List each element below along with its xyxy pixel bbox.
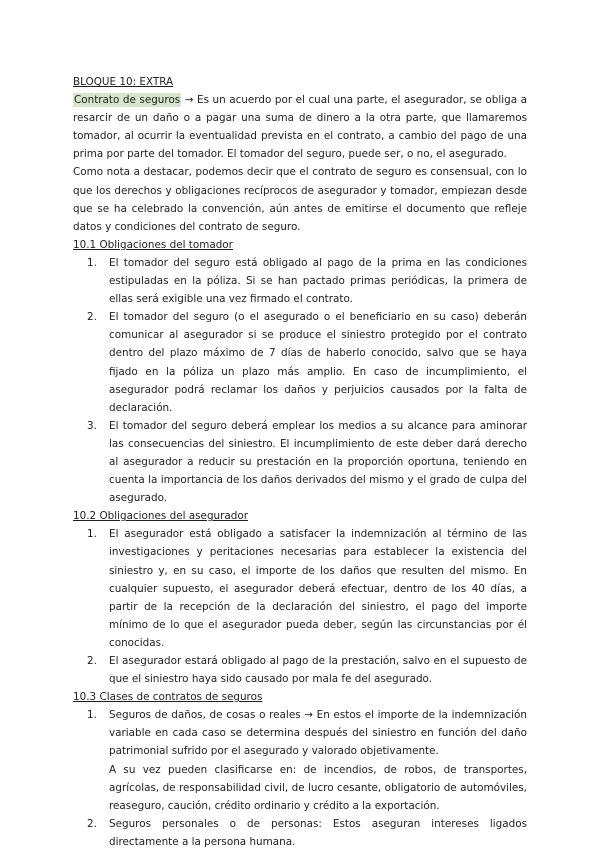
list-item-text: El asegurador estará obligado al pago de la prestación, salvo en el supuesto de que el siniestro haya sido causado por mala fe del asegurado.: [109, 655, 527, 686]
intro-paragraph: [73, 91, 527, 163]
section-heading: 10.1 Obligaciones del tomador: [73, 238, 233, 251]
list-item-text: El asegurador está obligado a satisfacer la indemnización al término de las investigaciones y peritaciones necesarias para establecer la existencia del siniestro y, en su caso, el importe de los daños que resulten del mismo. En cualquier supuesto, el asegurador deberá efectuar, dentro de los 40 días, a partir de la recepción de la declaración del siniestro, el pago del importe mínimo de lo que el asegurador pueda deber, según las circunstancias por él conocidas.: [109, 528, 527, 649]
list-item-text: Seguros personales o de personas: Estos aseguran intereses ligados directamente a la persona humana.: [109, 817, 527, 848]
document-page: [73, 73, 527, 851]
list-item: [73, 525, 527, 652]
list-number: 2.: [87, 655, 97, 667]
list-item-subparagraph: A su vez pueden clasificarse en: de incendios, de robos, de transportes, agrícolas, de responsabilidad civil, de lucro cesante, obligatorio de automóviles, reaseguro, caución, crédito ordinario y crédito a la exportación.: [109, 763, 527, 812]
list-item: [73, 254, 527, 308]
list-item: [73, 308, 527, 417]
document-title: BLOQUE 10: EXTRA: [73, 76, 174, 88]
list-number: 2.: [87, 817, 97, 830]
section-heading: 10.3 Clases de contratos de seguros: [73, 691, 263, 704]
list-item: [73, 652, 527, 688]
section-heading: 10.2 Obligaciones del asegurador: [73, 510, 248, 523]
obligations-tomador-list: [73, 254, 527, 507]
obligations-asegurador-list: [73, 525, 527, 688]
list-item: [73, 815, 527, 851]
list-number: 1.: [87, 256, 97, 269]
insurance-classes-list: [73, 706, 527, 851]
list-number: 2.: [87, 311, 97, 324]
list-item-text: Seguros de daños, de cosas o reales → En estos el importe de la indemnización variable en cada caso se determina después del siniestro en función del daño patrimonial sufrido por el asegurado y valorado objetivamente.: [109, 709, 527, 758]
list-number: 1.: [87, 528, 97, 541]
list-item-text: El tomador del seguro está obligado al pago de la prima en las condiciones estipuladas en la póliza. Si se han pactado primas periódicas, la primera de ellas será exigible una vez firmado el contrato.: [109, 256, 527, 306]
list-item: [73, 417, 527, 507]
intro-note: Como nota a destacar, podemos decir que el contrato de seguro es consensual, con lo que los derechos y obligaciones recíprocos de asegurador y tomador, empiezan desde que se ha celebrado la convención, aún antes de emitirse el documento que refleje datos y condiciones del contrato de seguro.: [73, 166, 527, 233]
list-item-text: El tomador del seguro deberá emplear los medios a su alcance para aminorar las consecuencias del siniestro. El incumplimiento de este deber dará derecho al asegurador a reducir su prestación en la proporción oportuna, teniendo en cuenta la importancia de los daños derivados del mismo y el grado de culpa del asegurado.: [109, 419, 527, 505]
list-number: 3.: [87, 419, 97, 432]
list-item-text: El tomador del seguro (o el asegurado o el beneficiario en su caso) deberán comunicar al asegurador si se produce el siniestro protegido por el contrato dentro del plazo máximo de 7 días de haberlo conocido, salvo que se haya fijado en la póliza un plazo más amplio. En caso de incumplimiento, el asegurador podrá reclamar los daños y perjuicios causados por la falta de declaración.: [109, 311, 527, 414]
highlighted-term: Contrato de seguros: [74, 94, 181, 107]
list-item: [73, 706, 527, 815]
list-number: 1.: [87, 709, 97, 722]
intro-definition: → Es un acuerdo por el cual una parte, el asegurador, se obliga a resarcir de un daño o a pagar una suma de dinero a la otra parte, que llamaremos tomador, al ocurrir la eventualidad prevista en el contrato, a cambio del pago de una prima por parte del tomador. El tomador del seguro, puede ser, o no, el asegurado.: [73, 94, 527, 161]
